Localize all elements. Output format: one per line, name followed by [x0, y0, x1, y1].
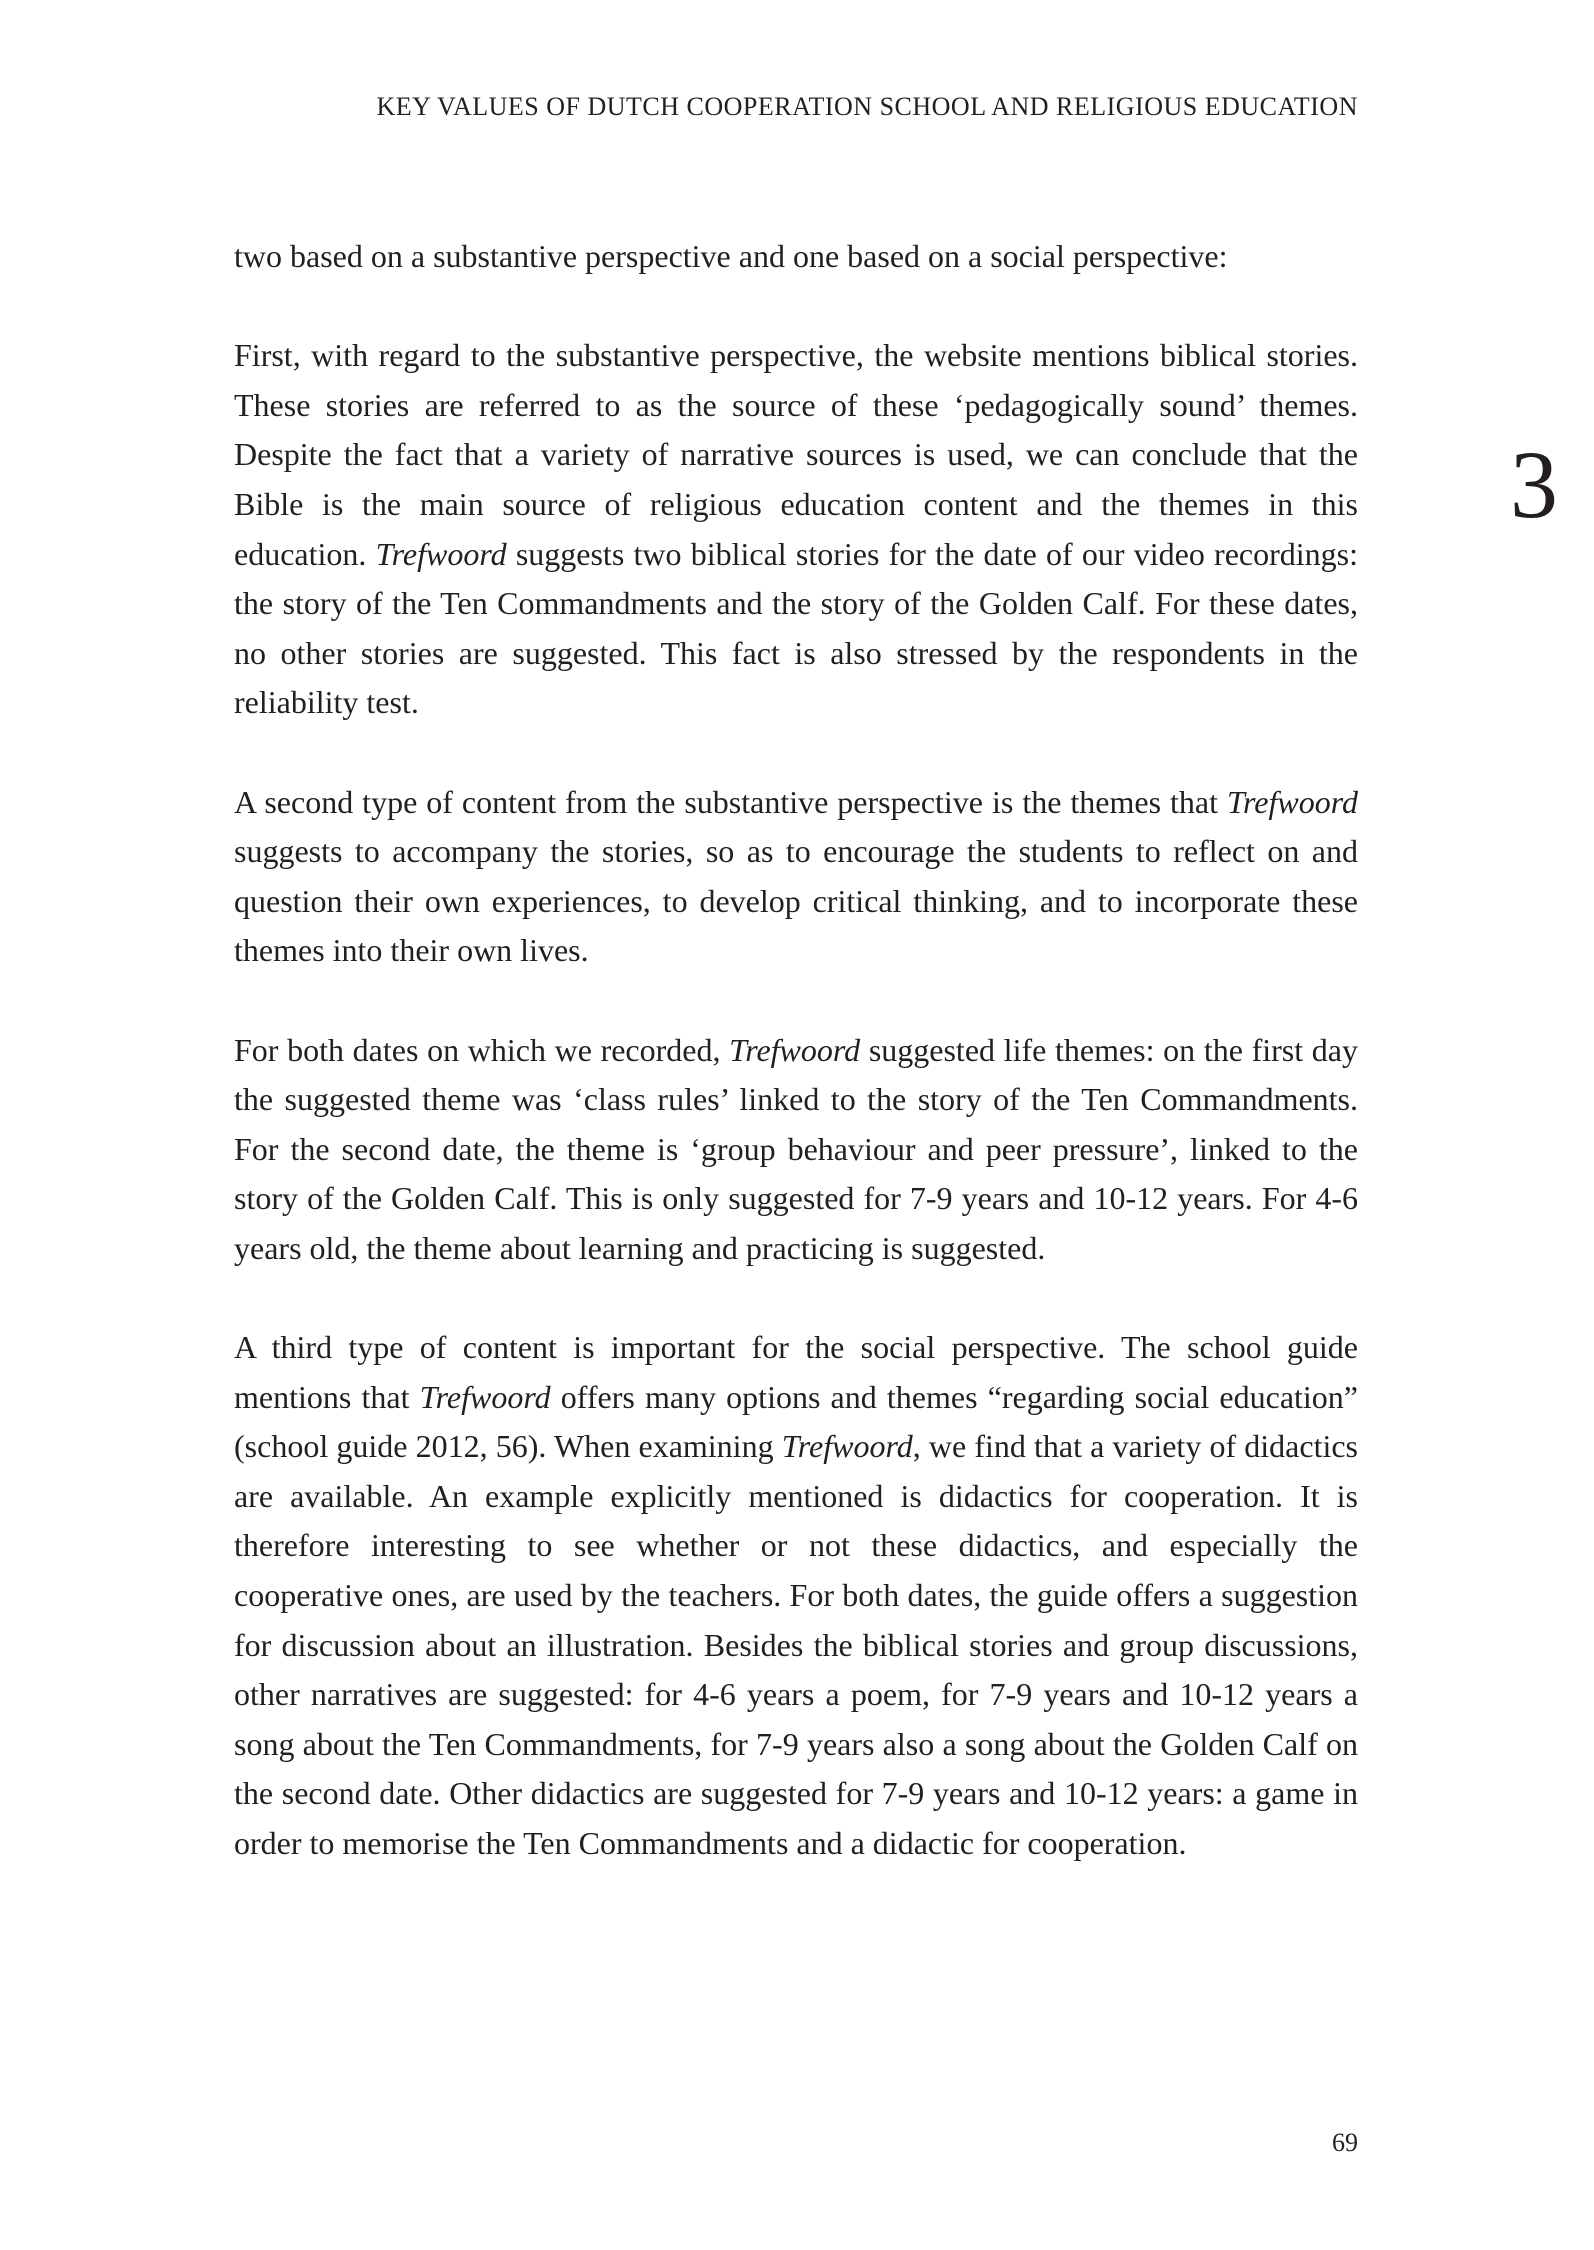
italic-title: Trefwoord — [781, 1428, 913, 1465]
chapter-tab — [1498, 431, 1594, 538]
body-text — [234, 232, 1358, 1918]
italic-title: Trefwoord — [729, 1031, 861, 1068]
paragraph-text: two based on a substantive perspective and one based on a social perspective: — [234, 238, 1228, 274]
paragraph-text: offers many options and themes “regarding social education” (school guide 2012, 56). When examining — [234, 1378, 1359, 1465]
italic-title: Trefwoord — [375, 535, 507, 572]
italic-title: Trefwoord — [1227, 783, 1358, 820]
paragraph-text: First, with regard to the substantive perspective, the website mentions biblical stories. These stories are referred to as the source of these ‘pedagogically sound’ themes. Despite the fact that a variety of narrative sources is used, we can conclude that the Bible is the main source of religious education content and the themes in this education. — [234, 337, 1358, 572]
paragraph-text: For both dates on which we recorded, — [234, 1031, 730, 1068]
italic-title: Trefwoord — [419, 1378, 551, 1415]
chapter-number: 3 — [1510, 431, 1558, 538]
paragraph-text: suggested life themes: on the first day the suggested theme was ‘class rules’ linked to the story of the Ten Commandments. For the second date, the theme is ‘group behaviour and peer pressure’, linked to the story of the Golden Calf. This is only suggested for 7-9 years and 10-12 years. For 4-6 years old, the theme about learning and practicing is suggested. — [234, 1031, 1359, 1266]
paragraph-text: A second type of content from the substantive perspective is the themes that — [234, 783, 1227, 820]
paragraph-text: suggests two biblical stories for the date of our video recordings: the story of the Ten Commandments and the story of the Golden Calf. For these dates, no other stories are suggested. This fact is also stressed by the respondents in the reliability test. — [234, 535, 1359, 721]
page-number: 69 — [1332, 2128, 1358, 2157]
paragraph — [234, 778, 1358, 976]
paragraph — [234, 232, 1358, 282]
paragraph-text: , we find that a variety of didactics are available. An example explicitly mentioned is didactics for cooperation. It is therefore interesting to see whether or not these didactics, and especially the cooperative ones, are used by the teachers. For both dates, the guide offers a suggestion for discussion about an illustration. Besides the biblical stories and group discussions, other narratives are suggested: for 4-6 years a poem, for 7-9 years and 10-12 years a song about the Ten Commandments, for 7-9 years also a song about the Golden Calf on the second date. Other didactics are suggested for 7-9 years and 10-12 years: a game in order to memorise the Ten Commandments and a didactic for cooperation. — [234, 1428, 1359, 1861]
paragraph — [234, 1323, 1358, 1869]
paragraph-text: suggests to accompany the stories, so as to encourage the students to reflect on and question their own experiences, to develop critical thinking, and to incorporate these themes into their own lives. — [234, 833, 1358, 969]
paragraph — [234, 1026, 1358, 1274]
running-header: KEY VALUES OF DUTCH COOPERATION SCHOOL AND RELIGIOUS EDUCATION — [376, 92, 1358, 121]
paragraph — [234, 331, 1358, 728]
paragraph-text: A third type of content is important for the social perspective. The school guide mentions that — [234, 1329, 1358, 1415]
